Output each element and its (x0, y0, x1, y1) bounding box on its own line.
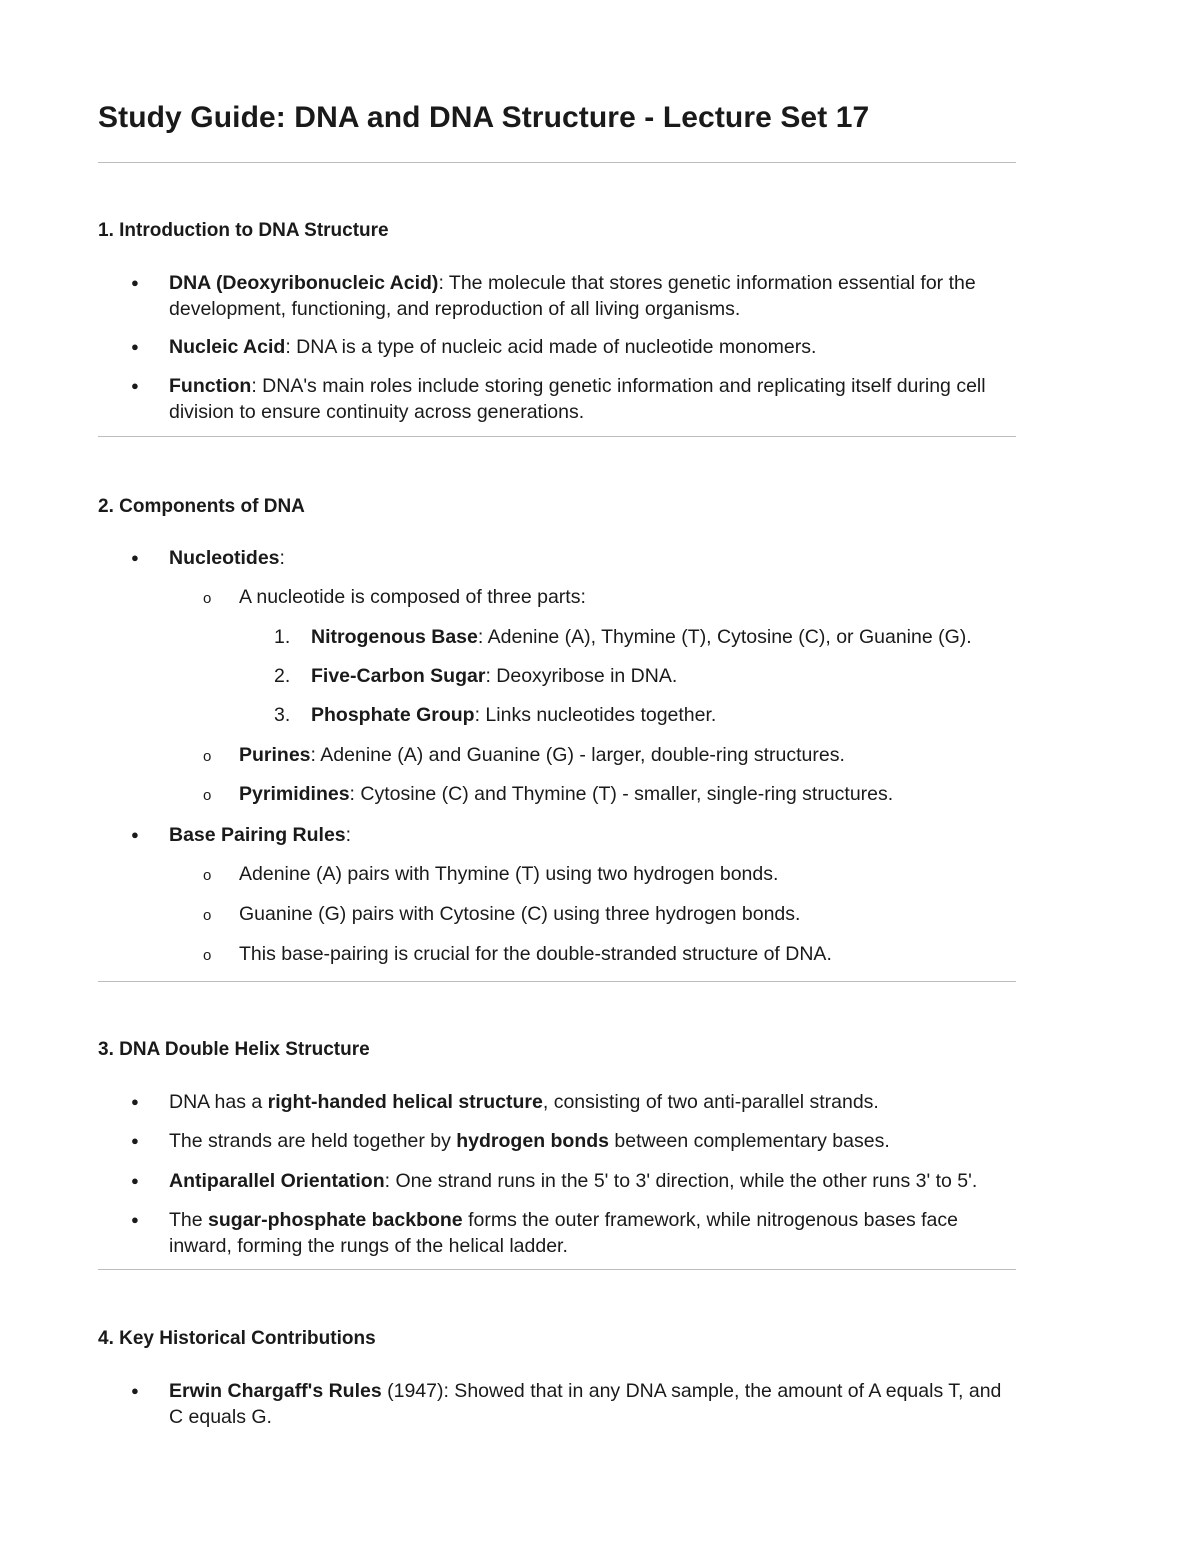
list-item: DNA has a right-handed helical structure, consisting of two anti-parallel strands. (169, 1091, 879, 1113)
list-item-continuation: C equals G. (169, 1406, 272, 1428)
section-heading-historical: 4. Key Historical Contributions (98, 1328, 376, 1349)
list-item: Purines: Adenine (A) and Guanine (G) - larger, double-ring structures. (239, 744, 845, 766)
list-item: Nucleotides: (169, 547, 285, 569)
page-title: Study Guide: DNA and DNA Structure - Lecture Set 17 (98, 101, 870, 134)
list-item: Nitrogenous Base: Adenine (A), Thymine (T), Cytosine (C), or Guanine (G). (311, 626, 972, 648)
divider (98, 1269, 1016, 1270)
section-heading-components: 2. Components of DNA (98, 496, 305, 517)
bullet-icon: ● (131, 1383, 139, 1398)
section-heading-intro: 1. Introduction to DNA Structure (98, 220, 389, 241)
list-item: Guanine (G) pairs with Cytosine (C) using three hydrogen bonds. (239, 903, 801, 925)
list-item: Function: DNA's main roles include storing genetic information and replicating itself during cell (169, 375, 986, 397)
bullet-icon: ● (131, 1133, 139, 1148)
list-item: Nucleic Acid: DNA is a type of nucleic acid made of nucleotide monomers. (169, 336, 817, 358)
list-item-continuation: inward, forming the rungs of the helical ladder. (169, 1235, 568, 1257)
bullet-icon: ● (131, 1212, 139, 1227)
list-item: Phosphate Group: Links nucleotides together. (311, 704, 717, 726)
list-number: 1. (274, 626, 291, 648)
list-item: The strands are held together by hydrogen bonds between complementary bases. (169, 1130, 890, 1152)
bullet-icon: ● (131, 550, 139, 565)
circle-bullet-icon: o (203, 907, 212, 924)
circle-bullet-icon: o (203, 947, 212, 964)
bullet-icon: ● (131, 1173, 139, 1188)
list-item: A nucleotide is composed of three parts: (239, 586, 586, 608)
bullet-icon: ● (131, 339, 139, 354)
section-heading-double-helix: 3. DNA Double Helix Structure (98, 1039, 370, 1060)
circle-bullet-icon: o (203, 590, 212, 607)
bullet-icon: ● (131, 275, 139, 290)
list-item: Pyrimidines: Cytosine (C) and Thymine (T) - smaller, single-ring structures. (239, 783, 894, 805)
divider (98, 162, 1016, 163)
list-item: Five-Carbon Sugar: Deoxyribose in DNA. (311, 665, 678, 687)
list-item: DNA (Deoxyribonucleic Acid): The molecule that stores genetic information essential for the (169, 272, 976, 294)
circle-bullet-icon: o (203, 748, 212, 765)
list-item-continuation: division to ensure continuity across generations. (169, 401, 585, 423)
bullet-icon: ● (131, 378, 139, 393)
list-number: 2. (274, 665, 291, 687)
list-item: The sugar-phosphate backbone forms the outer framework, while nitrogenous bases face (169, 1209, 958, 1231)
list-item: Base Pairing Rules: (169, 824, 352, 846)
list-item: Antiparallel Orientation: One strand runs in the 5' to 3' direction, while the other runs 3' to 5'. (169, 1170, 978, 1192)
list-number: 3. (274, 704, 291, 726)
list-item: This base-pairing is crucial for the double-stranded structure of DNA. (239, 943, 832, 965)
bullet-icon: ● (131, 1094, 139, 1109)
divider (98, 436, 1016, 437)
circle-bullet-icon: o (203, 867, 212, 884)
bullet-icon: ● (131, 827, 139, 842)
list-item-continuation: development, functioning, and reproduction of all living organisms. (169, 298, 741, 320)
list-item: Adenine (A) pairs with Thymine (T) using two hydrogen bonds. (239, 863, 779, 885)
list-item: Erwin Chargaff's Rules (1947): Showed that in any DNA sample, the amount of A equals T, and (169, 1380, 1002, 1402)
circle-bullet-icon: o (203, 787, 212, 804)
divider (98, 981, 1016, 982)
